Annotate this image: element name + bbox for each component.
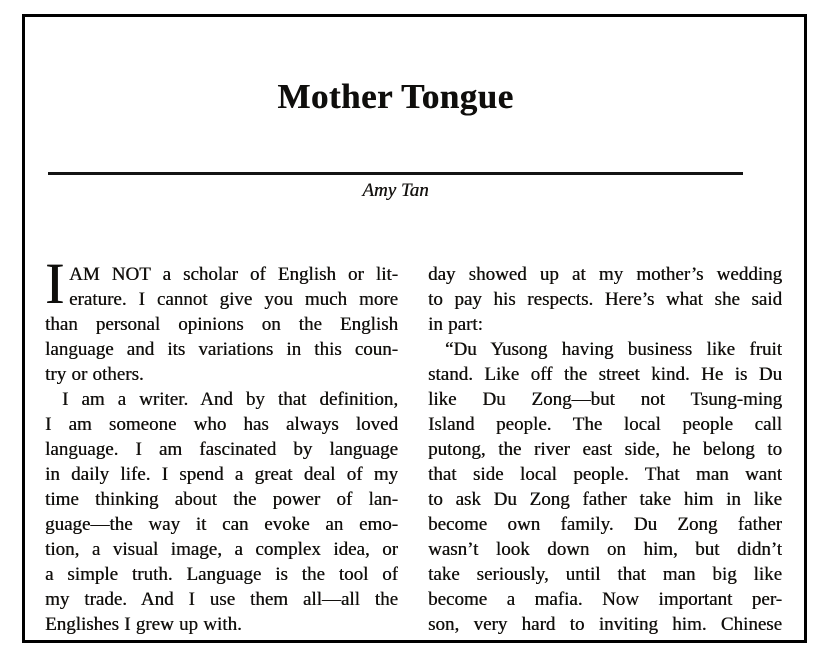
text-line: than personal opinions on the English (45, 314, 398, 335)
text-line: take seriously, until that man big like (428, 564, 782, 585)
text-line: in daily life. I spend a great deal of my (45, 464, 398, 485)
text-line: I am a writer. And by that definition, (62, 389, 398, 410)
text-line: like Du Zong—but not Tsung-ming (428, 389, 782, 410)
text-column-right (428, 262, 782, 637)
page-frame (22, 14, 807, 643)
text-line: try or others. (45, 364, 144, 385)
text-line: “Du Yusong having business like fruit (445, 339, 782, 360)
text-line: stand. Like off the street kind. He is Du (428, 364, 782, 385)
text-line: Englishes I grew up with. (45, 614, 242, 635)
text-line: erature. I cannot give you much more (69, 289, 398, 310)
text-line: Island people. The local people call (428, 414, 782, 435)
text-line: guage—the way it can evoke an emo- (45, 514, 398, 535)
text-line: time thinking about the power of lan- (45, 489, 398, 510)
text-line: putong, the river east side, he belong to (428, 439, 782, 460)
text-line: to ask Du Zong father take him in like (428, 489, 782, 510)
text-line: that side local people. That man want (428, 464, 782, 485)
text-line: to pay his respects. Here’s what she said (428, 289, 782, 310)
text-line: tion, a visual image, a complex idea, or (45, 539, 398, 560)
essay-byline: Amy Tan (362, 180, 429, 201)
text-line: wasn’t look down on him, but didn’t (428, 539, 782, 560)
text-column-left (45, 251, 398, 637)
essay-title: Mother Tongue (277, 77, 514, 116)
text-line: language and its variations in this coun- (45, 339, 398, 360)
text-line: my trade. And I use them all—all the (45, 589, 398, 610)
text-line: become own family. Du Zong father (428, 514, 782, 535)
text-line: I am someone who has always loved (45, 414, 398, 435)
text-line: day showed up at my mother’s wedding (428, 264, 782, 285)
text-line: language. I am fascinated by language (45, 439, 398, 460)
text-line: a simple truth. Language is the tool of (45, 564, 398, 585)
dropcap-letter: I (45, 251, 65, 316)
text-line: AM NOT a scholar of English or lit- (69, 264, 398, 285)
text-columns (45, 251, 782, 637)
text-line: in part: (428, 314, 483, 335)
text-line: son, very hard to inviting him. Chinese (428, 614, 782, 635)
text-line: become a mafia. Now important per- (428, 589, 782, 610)
title-rule (48, 172, 743, 175)
